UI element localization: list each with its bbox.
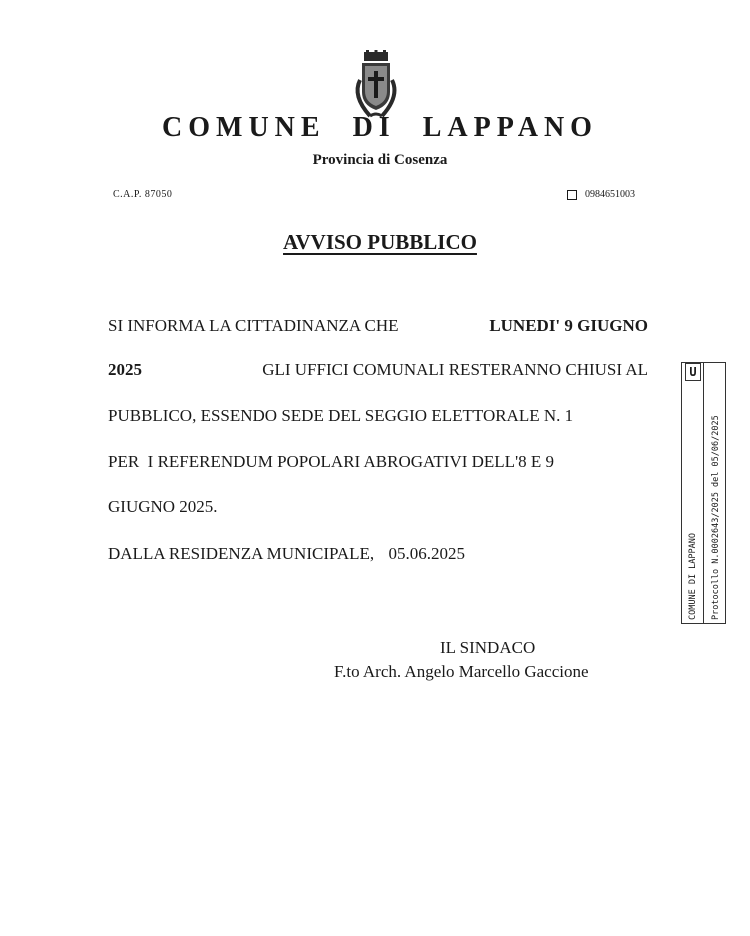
stamp-letter-box — [685, 363, 701, 381]
phone-icon — [567, 190, 577, 200]
notice-line-2-year: 2025 — [108, 360, 142, 379]
closing-date: 05.06.2025 — [388, 544, 465, 563]
notice-line-1 — [108, 316, 648, 336]
notice-line-5: GIUGNO 2025. — [108, 497, 218, 516]
org-name: COMUNE DI LAPPANO — [162, 112, 598, 143]
notice-line-4: PER I REFERENDUM POPOLARI ABROGATIVI DELL'8 E 9 — [108, 452, 555, 471]
stamp-letter: U — [689, 365, 697, 379]
signature-name: F.to Arch. Angelo Marcello Gaccione — [334, 662, 589, 681]
notice-heading-text: AVVISO PUBBLICO — [283, 230, 477, 254]
closing-place: DALLA RESIDENZA MUNICIPALE, — [108, 544, 375, 563]
stamp-org-text: COMUNE DI LAPPANO — [688, 533, 698, 620]
notice-heading — [0, 230, 750, 255]
notice-line-2-plain: GLI UFFICI COMUNALI RESTERANNO CHIUSI AL — [262, 360, 648, 379]
stamp-protocol-text: Protocollo N.0002643/2025 del 05/06/2025 — [711, 415, 721, 620]
signature-title: IL SINDACO — [440, 638, 536, 657]
coat-of-arms-icon — [348, 50, 404, 120]
notice-line-2 — [108, 360, 648, 380]
postal-code: C.A.P. 87050 — [113, 189, 173, 200]
stamp-divider — [703, 362, 704, 624]
phone-block — [567, 189, 635, 200]
notice-line-1-plain: SI INFORMA LA CITTADINANZA CHE — [108, 316, 399, 335]
notice-line-1-date: LUNEDI' 9 GIUGNO — [489, 316, 648, 335]
notice-line-3: PUBBLICO, ESSENDO SEDE DEL SEGGIO ELETTORALE N. 1 — [108, 406, 574, 425]
phone-number: 0984651003 — [585, 189, 635, 200]
province-subtitle: Provincia di Cosenza — [312, 152, 448, 168]
closing-line — [108, 544, 648, 564]
